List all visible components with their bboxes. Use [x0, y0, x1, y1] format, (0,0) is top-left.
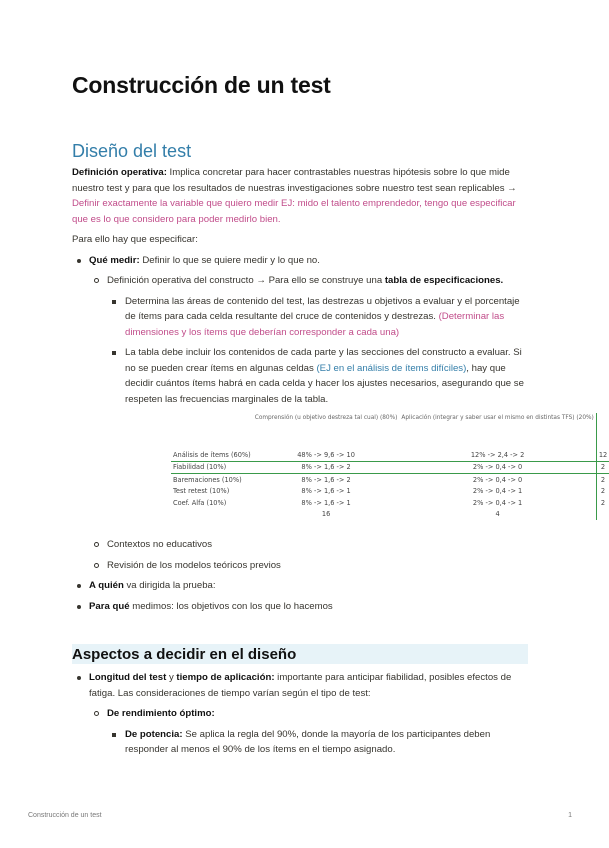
table-cell: 16: [321, 510, 331, 519]
list-item-contextos: Contextos no educativos: [89, 537, 527, 553]
table-cell: [171, 509, 253, 521]
table-cell: 8% -> 1,6 -> 1: [301, 498, 351, 507]
rendimiento-sublist: [107, 727, 527, 758]
list-item-potencia: [107, 727, 527, 758]
definicion-constructo-text: Definición operativa del constructo → Para ello se construye una: [107, 275, 385, 286]
table-header-row: [171, 413, 609, 449]
table-header-cell: [171, 413, 253, 449]
que-medir-text: Definir lo que se quiere medir y lo que no.: [139, 254, 320, 266]
list-item-a-quien: [72, 578, 527, 594]
table-cell: 2% -> 0,4 -> 1: [472, 487, 523, 496]
table-cell: 2: [596, 486, 609, 498]
determina-text: Determina las áreas de contenido del test, las destrezas u objetivos a evaluar y el porcentaje de ítems para cada celda resultante del cruce de contenidos y destrezas.: [125, 295, 520, 322]
table-cell: 2% -> 0,4 -> 0: [399, 461, 596, 474]
table-cell: [596, 509, 609, 521]
section-heading-aspectos: Aspectos a decidir en el diseño: [72, 646, 297, 663]
list-item-que-medir: [72, 253, 608, 574]
table-row: [171, 486, 609, 498]
table-cell: Análisis de ítems (60%): [171, 449, 253, 461]
tabla-sublist: [107, 294, 527, 408]
table-cell: 2: [596, 461, 609, 474]
list-item-tabla-incluir: [107, 345, 527, 407]
rendimiento-label: De rendimiento óptimo:: [107, 708, 215, 719]
definition-text: Implica concretar para hacer contrastables nuestras hipótesis sobre lo que mide nuestro test y para que los resultados de nuestras investigaciones sobre nuestro test sean replicables →: [72, 167, 517, 194]
definicion-constructo-bold: tabla de especificaciones.: [384, 275, 504, 286]
longitud-text: importante para anticipar fiabilidad, posibles efectos de fatiga. Las consideraciones de tiempo varían según el tipo de test:: [89, 672, 512, 699]
longitud-sublist: [89, 706, 527, 758]
table-cell: Fiabilidad (10%): [171, 461, 253, 474]
table-row: [171, 449, 609, 461]
table-cell: 12% -> 2,4 -> 2: [399, 449, 596, 461]
table-cell: 8% -> 1,6 -> 1: [301, 487, 351, 496]
table-cell: Baremaciones (10%): [173, 475, 242, 484]
tiempo-label: tiempo de aplicación:: [176, 672, 275, 683]
list-item-revision: Revisión de los modelos teóricos previos: [89, 558, 527, 574]
table-cell: 12: [596, 449, 609, 461]
section-body-aspectos: [72, 670, 527, 763]
que-medir-sublist: [89, 273, 608, 573]
definition-paragraph: [72, 165, 527, 227]
table-cell: 2% -> 0,4 -> 0: [472, 475, 523, 484]
table-row: [171, 461, 609, 474]
list-item-rendimiento: [89, 706, 527, 758]
list-item-para-que: [72, 599, 527, 615]
que-medir-label: Qué medir:: [89, 254, 140, 266]
footer-page-number: 1: [568, 812, 572, 819]
list-item-determina: [107, 294, 527, 341]
table-cell: 2: [596, 497, 609, 509]
table-header-cell: Comprensión (u objetivo destreza tal cual) (80%): [254, 415, 398, 421]
determina-highlight: (Determinar las dimensiones y los ítems que deberían corresponder a cada una): [125, 311, 505, 338]
table-cell: 8% -> 1,6 -> 2: [253, 461, 400, 474]
table-row: [171, 497, 609, 509]
specification-table: [171, 413, 609, 520]
table-totals-row: [171, 509, 609, 521]
para-que-label: Para qué: [89, 600, 130, 612]
list-item-longitud: [72, 670, 527, 758]
section-body-diseno: [72, 165, 608, 619]
specification-list: [72, 253, 608, 615]
potencia-text: Se aplica la regla del 90%, donde la mayoría de los participantes deben responder al menos el 90% de los ítems en el tiempo asignado.: [125, 728, 491, 755]
table-cell: Test retest (10%): [173, 487, 230, 496]
table-cell: 4: [495, 510, 500, 519]
table-cell: 8% -> 1,6 -> 2: [301, 475, 351, 484]
intro-paragraph: Para ello hay que especificar:: [72, 234, 198, 245]
definition-label: Definición operativa:: [72, 167, 167, 178]
table-cell: 2: [596, 474, 609, 486]
page-title: Construcción de un test: [72, 72, 331, 98]
table-cell: 2% -> 0,4 -> 1: [472, 498, 523, 507]
specification-table-image: [171, 413, 608, 529]
section-heading-diseno: Diseño del test: [72, 141, 192, 161]
table-header-cell: Aplicación (integrar y saber usar el mismo en distintas TFS) (20%): [401, 415, 594, 421]
tabla-incluir-link: (EJ en el análisis de ítems difíciles): [316, 362, 467, 374]
definition-highlight: Definir exactamente la variable que quiero medir EJ: mido el talento emprendedor, tengo que especificar que es lo que considero para poder medirlo bien.: [72, 198, 516, 225]
table-row: [171, 474, 609, 486]
longitud-y: y: [166, 672, 177, 683]
a-quien-label: A quién: [89, 580, 124, 591]
tabla-incluir-text-a: La tabla debe incluir los contenidos de cada parte y las secciones del constructo a evaluar. Si no se pueden crear ítems en algunas celdas: [125, 347, 522, 374]
footer-title: Construcción de un test: [28, 812, 102, 819]
longitud-label: Longitud del test: [89, 672, 167, 683]
table-cell: Coef. Alfa (10%): [173, 498, 227, 507]
a-quien-text: va dirigida la prueba:: [123, 580, 216, 591]
tabla-incluir-text-b: , hay que decidir cuántos ítems habrá en cada celda y hacer los ajustes necesarios, asegurando que se respeten las frecuencias marginales de la tabla.: [125, 362, 524, 405]
table-cell: 48% -> 9,6 -> 10: [253, 449, 400, 461]
potencia-label: De potencia:: [125, 728, 183, 740]
table-header-cell: [596, 413, 609, 449]
para-que-text: medimos: los objetivos con los que lo hacemos: [129, 600, 333, 612]
list-item-definicion-constructo: [89, 273, 608, 529]
aspectos-list: [72, 670, 527, 758]
